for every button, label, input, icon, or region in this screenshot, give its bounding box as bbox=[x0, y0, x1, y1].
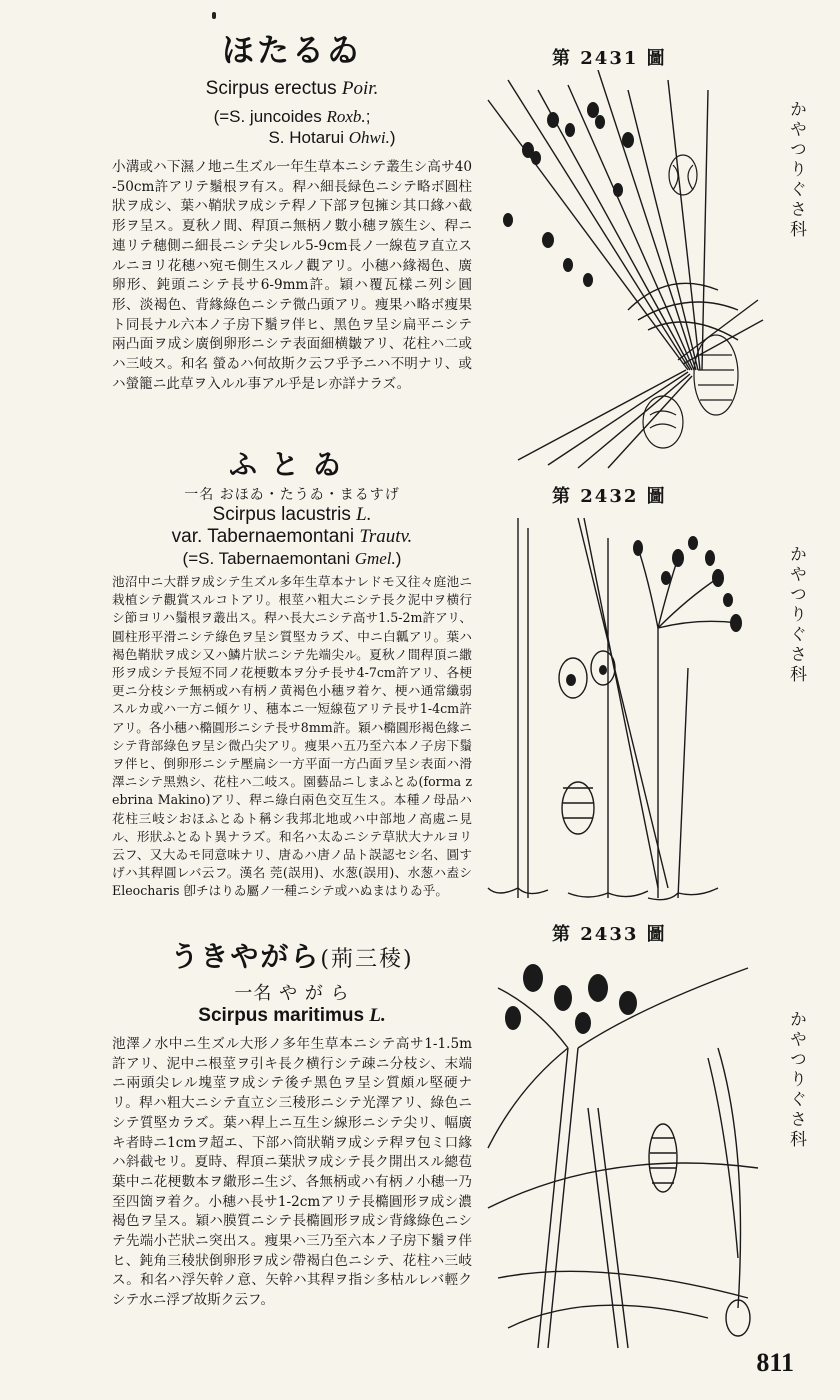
botanical-illustration bbox=[478, 948, 768, 1358]
scientific-name-author: Poir. bbox=[341, 78, 379, 99]
family-label: かやつりぐさ科 bbox=[786, 100, 806, 240]
figure-label: 第 2433 圖 bbox=[552, 924, 667, 945]
entry-description: 小溝或ハ下濕ノ地ニ生ズル一年生草本ニシテ叢生シ高サ40-50cm許アリテ鬚根ヲ有ス。稈ハ細長緑色ニシテ略ボ圓柱狀ヲ成シ、葉ハ鞘狀ヲ成シテ稈ノ下部ヲ包擁シ其口緣ハ截形ヲ呈ス。夏秋ノ間、稈頂ニ無柄ノ數小穗ヲ簇生シ、稈ニ連リテ穗側ニ細長ニシテ尖レル5-9cm長ノ一線苞ヲ直立スルニヨリ花穗ハ宛モ側生スルノ觀アリ。小穗ハ緣褐色、廣卵形、鈍頭ニシテ長サ6-9mm許。穎ハ覆瓦樣ニ列シ圓形、淡褐色、背緣綠色ニシテ微凸頭アリ。痩果ハ略ボ痩果ト同長ナル六本ノ子房下鬚ヲ伴ヒ、黑色ヲ呈シ扁平ニシテ兩凸面ヲ成シ廣倒卵形ニシテ表面細横皺アリ、花柱ハ二或ハ三岐ス。和名 螢ゐハ何故斯ク云フ乎予ニハ不明ナリ、或ハ螢籠ニ此草ヲ入ルル事アル乎是レ亦詳ナラズ。 bbox=[112, 159, 472, 392]
synonym-end: ) bbox=[389, 128, 396, 147]
alternate-names: 一名 おほゐ・たうゐ・まるすげ bbox=[184, 487, 400, 503]
variety-name: var. Tabernaemontani bbox=[171, 526, 355, 547]
page-number: 811 bbox=[756, 1348, 794, 1377]
entry-title: うきやがら bbox=[170, 940, 321, 973]
entry-hotarui bbox=[112, 30, 472, 408]
scientific-name bbox=[112, 504, 472, 526]
entry-title-row bbox=[112, 940, 472, 977]
synonym-name: (=S. Tabernaemontani bbox=[182, 549, 350, 568]
synonym-line bbox=[112, 548, 472, 569]
figure-label: 第 2431 圖 bbox=[552, 48, 667, 69]
synonym-line bbox=[112, 127, 472, 148]
scientific-name-author: L. bbox=[369, 1005, 386, 1026]
scientific-name bbox=[112, 78, 472, 100]
synonym-end: ; bbox=[365, 107, 371, 126]
scientific-name-genus: Scirpus lacustris bbox=[212, 504, 351, 525]
botanical-illustration bbox=[478, 70, 768, 470]
family-label: かやつりぐさ科 bbox=[786, 545, 806, 685]
scientific-name bbox=[112, 1005, 472, 1027]
entry-description: 池沼中ニ大群ヲ成シテ生ズル多年生草本ナレドモ又往々庭池ニ栽植シテ觀賞スルコトアリ。根莖ハ粗大ニシテ長ク泥中ヲ横行シ節ヨリハ鬚根ヲ叢出ス。稈ハ長大ニシテ高サ1.5-2m許アリ、圓柱形平滑ニシテ綠色ヲ呈シ質堅カラズ、中ニ白瓤アリ。葉ハ褐色鞘狀ヲ成シ又ハ鱗片狀ニシテ先端尖ル。夏秋ノ間稈頂ニ繖形ヲ成シテ長短不同ノ花梗數本ヲ分チ長サ4-7cm許アリ、各梗更ニ分枝シテ無柄或ハ有柄ノ黄褐色小穗ヲ着ケ、梗ハ通常纖弱スルカ或ハ一方ニ傾ケリ、穗本ニ一短線苞アリテ長サ1-4cm許アリ。各小穗ハ橢圓形ニシテ長サ8mm許。穎ハ橢圓形褐色緣ニシテ背部綠色ヲ呈シ微凸尖アリ。痩果ハ五乃至六本ノ子房下鬚ヲ伴ヒ、倒卵形ニシテ壓扁シ一方平面一方凸面ヲ呈シ表面ハ滑澤ニシテ黑熟シ、花柱ハ二岐ス。園藝品ニしまふとゐ(forma zebrina Makino)アリ、稈ニ綠白兩色交互生ス。本種ノ母品ハ花柱三岐シおほふとゐト稱シ我邦北地或ハ中部地ノ高處ニ見ル、形狀ふとゐト異ナラズ。和名ハ太ゐニシテ草狀大ナルヨリ云フ、又大ゐモ同意味ナリ、唐ゐハ唐ノ品ト誤認セシ名、圓すげハ其稈圓レバ云フ。漢名 莞(誤用)、水葱(誤用)、水葱ハ盍シ Eleocharis 卽チはりゐ屬ノ一種ニシテ或ハぬまはりゐ乎。 bbox=[112, 574, 472, 899]
plant-drawing bbox=[478, 70, 768, 470]
alternate-names: 一名 や が ら bbox=[234, 983, 350, 1004]
variety-author: Trautv. bbox=[359, 526, 413, 547]
synonym-author: Ohwi. bbox=[348, 128, 390, 147]
synonym-author: Gmel. bbox=[354, 549, 396, 568]
figure-label: 第 2432 圖 bbox=[552, 486, 667, 507]
scientific-name-genus: Scirpus erectus bbox=[205, 78, 337, 99]
synonym-end: ) bbox=[395, 549, 402, 568]
scientific-name-variety bbox=[112, 526, 472, 548]
synonym-name: S. Hotarui bbox=[268, 128, 345, 147]
entry-description: 池澤ノ水中ニ生ズル大形ノ多年生草本ニシテ高サ1-1.5m許アリ、泥中ニ根莖ヲ引キ長ク横行シテ疎ニ分枝シ、末端ニ兩頭尖レル塊莖ヲ成シテ後チ黑色ヲ呈シ質頗ル堅硬ナリ。稈ハ粗大ニシテ直立シ三稜形ニシテ光澤アリ、綠色ニシテ質堅カラズ。葉ハ稈上ニ互生シ線形ニシテ尖リ、幅廣キ者時ニ1cmヲ超エ、下部ハ筒狀鞘ヲ成シテ稈ヲ包ミ口緣ハ斜截セリ。夏時、稈頂ニ葉狀ヲ成シテ長ク開出スル總苞葉中ニ花梗數本ヲ繖形ニ生ジ、各無柄或ハ有柄ノ小穗一乃至四箇ヲ着ク。小穗ハ長サ1-2cmアリテ長橢圓形ヲ成シ濃褐色ヲ呈ス。穎ハ膜質ニシテ長橢圓形ヲ成シ背緣綠色ニシテ先端小芒狀ニ突出ス。痩果ハ三乃至六本ノ子房下鬚ヲ伴ヒ、鈍角三稜狀倒卵形ヲ成シ帶褐白色ニシテ、花柱ハ三岐ス。和名ハ浮矢幹ノ意、矢幹ハ其稈ヲ指シ多枯ルレバ輕クシテ水ニ浮ブ故斯ク云フ。 bbox=[112, 1036, 472, 1309]
synonym-line bbox=[112, 106, 472, 127]
entry-futoi bbox=[112, 448, 472, 913]
plant-drawing bbox=[478, 508, 768, 908]
entry-title: ふとゐ bbox=[228, 448, 355, 481]
entry-ukiyagara bbox=[112, 940, 472, 1324]
family-label: かやつりぐさ科 bbox=[786, 1010, 806, 1150]
synonym-name: (=S. juncoides bbox=[213, 107, 322, 126]
scientific-name-author: L. bbox=[356, 504, 372, 525]
synonym-author: Roxb. bbox=[326, 107, 366, 126]
entry-title-kanji: (荊三稜) bbox=[320, 947, 414, 972]
plant-drawing bbox=[478, 948, 768, 1358]
scientific-name-genus: Scirpus maritimus bbox=[198, 1005, 365, 1026]
entry-title: ほたるゐ bbox=[221, 31, 362, 69]
botanical-illustration bbox=[478, 508, 768, 908]
ink-mark bbox=[212, 12, 216, 19]
